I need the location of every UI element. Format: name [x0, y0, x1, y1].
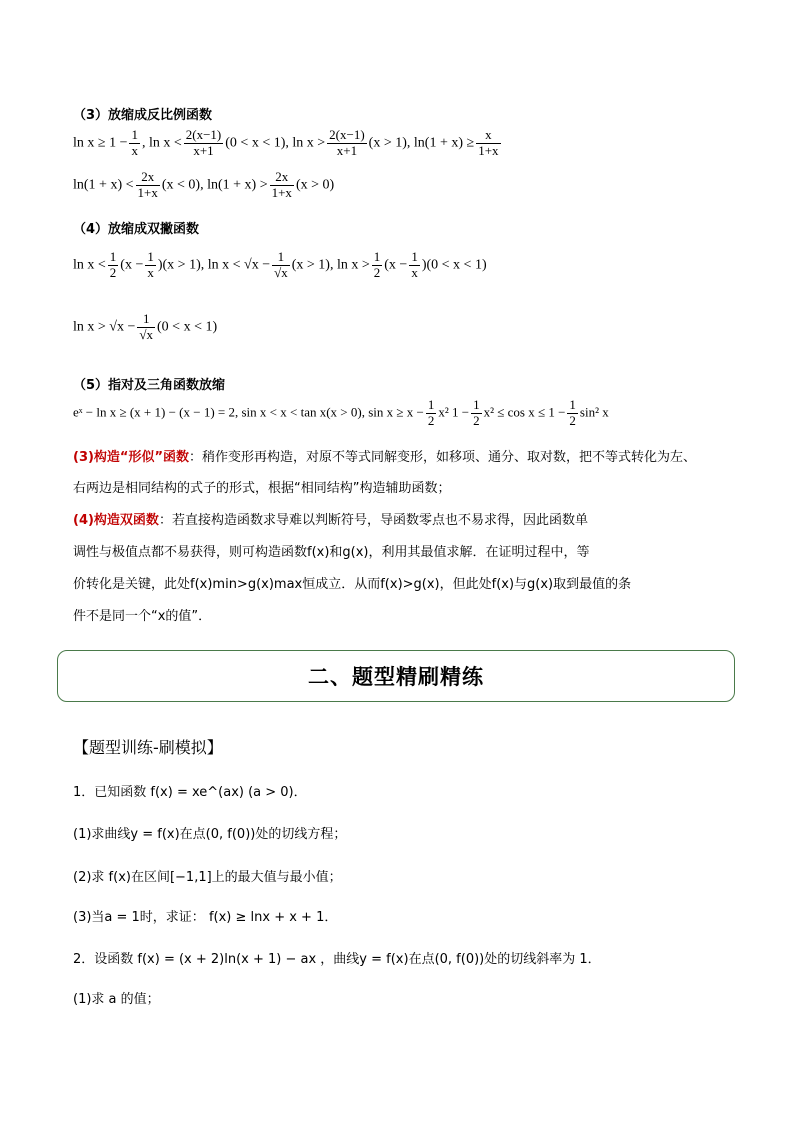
formula-text: ln x > √x −: [73, 319, 136, 335]
fraction: $\frac{1}{√x}$: [274, 249, 288, 280]
question-1-part-1: (1)求曲线y = f(x)在点(0, f(0))处的切线方程；: [73, 827, 347, 842]
formula-row-4: [73, 312, 217, 343]
formula-row-1: [73, 128, 503, 159]
paragraph-similar-form: [73, 446, 696, 465]
formula-text: x² ≤ cos x ≤ 1 −: [483, 404, 566, 420]
question-2-part-1: (1)求 a 的值；: [73, 992, 160, 1007]
formula-row-3: [73, 250, 487, 281]
paragraph-line: 调性与极值点都不易获得，则可构造函数f(x)和g(x)，利用其最值求解．在证明过程中，等: [73, 545, 590, 560]
red-label: (3)构造“形似”函数: [73, 450, 190, 465]
formula-text: (x −: [384, 257, 408, 273]
paragraph-line: 价转化是关键，此处f(x)min>g(x)max恒成立．从而f(x)>g(x)，但此处f(x)与g(x)取到最值的条: [73, 577, 632, 592]
formula-text: ln x ≥ 1 −: [73, 135, 128, 151]
banner-title: 二、题型精刷精练: [308, 665, 484, 689]
fraction: $\frac{1}{x}$: [147, 249, 154, 280]
formula-text: (x > 1), ln(1 + x) ≥: [368, 135, 475, 151]
fraction: $\frac{2x}{1+x}$: [271, 169, 292, 200]
fraction: $\frac{1}{x}$: [411, 249, 418, 280]
formula-text: (x −: [120, 257, 144, 273]
formula-text: (x > 0): [295, 177, 335, 193]
section-banner: [57, 650, 735, 702]
fraction: $\frac{2(x-1)}{x+1}$: [329, 127, 365, 158]
red-label: (4)构造双函数: [73, 513, 159, 528]
formula-row-5: [73, 398, 609, 429]
fraction: $\frac{1}{2}$: [473, 397, 480, 428]
paragraph-double-function: [73, 509, 588, 528]
fraction: $\frac{1}{2}$: [569, 397, 576, 428]
fraction: $\frac{1}{√x}$: [139, 311, 154, 342]
paragraph-line: 右两边是相同结构的式子的形式，根据“相同结构”构造辅助函数；: [73, 481, 451, 496]
fraction: $\frac{2x}{1+x}$: [137, 169, 158, 200]
fraction: $\frac{2(x-1)}{x+1}$: [185, 127, 222, 158]
formula-text: (0 < x < 1): [157, 319, 218, 335]
formula-text: (0 < x < 1), ln x >: [225, 135, 326, 151]
formula-row-2: [73, 170, 334, 201]
paragraph-line: 件不是同一个“x的值”．: [73, 609, 212, 624]
formula-text: sin² x: [579, 404, 609, 420]
formula-text: , ln x <: [141, 135, 182, 151]
formula-text: ln(1 + x) <: [73, 177, 134, 193]
section-5-heading: （5）指对及三角函数放缩: [73, 378, 226, 393]
formula-text: )(x > 1), ln x < √x −: [157, 257, 271, 273]
fraction: $\frac{1}{2}$: [373, 249, 381, 280]
formula-text: ln x <: [73, 257, 106, 273]
formula-text: (x < 0), ln(1 + x) >: [161, 177, 268, 193]
question-2-stem: 2．设函数 f(x) = (x + 2)ln(x + 1) − ax ，曲线y = f(x)在点(0, f(0))处的切线斜率为 1．: [73, 952, 601, 967]
formula-text: (x > 1), ln x >: [291, 257, 370, 273]
fraction: $\frac{1}{2}$: [427, 397, 435, 428]
fraction: $\frac{x}{1+x}$: [478, 127, 499, 158]
fraction: $\frac{1}{2}$: [109, 249, 117, 280]
question-1-part-3: (3)当a = 1时，求证： f(x) ≥ lnx + x + 1．: [73, 910, 338, 925]
section-title: 【题型训练-刷模拟】: [73, 738, 223, 757]
fraction: $\frac{1}{x}$: [131, 127, 138, 158]
question-1-part-2: (2)求 f(x)在区间[−1,1]上的最大值与最小值；: [73, 870, 342, 885]
section-4-heading: （4）放缩成双撇函数: [73, 222, 200, 237]
formula-text: eˣ − ln x ≥ (x + 1) − (x − 1) = 2, sin x < x < tan x(x > 0), sin x ≥ x −: [73, 404, 424, 420]
formula-text: x² 1 −: [438, 404, 470, 420]
question-1-stem: 1．已知函数 f(x) = xe^(ax) (a > 0)．: [73, 785, 307, 800]
paragraph-text: ：若直接构造函数求导难以判断符号，导函数零点也不易求得，因此函数单: [158, 513, 588, 528]
formula-text: )(0 < x < 1): [421, 257, 487, 273]
section-3-heading: （3）放缩成反比例函数: [73, 108, 213, 123]
paragraph-text: ：稍作变形再构造，对原不等式同解变形，如移项、通分、取对数，把不等式转化为左、: [189, 450, 697, 465]
